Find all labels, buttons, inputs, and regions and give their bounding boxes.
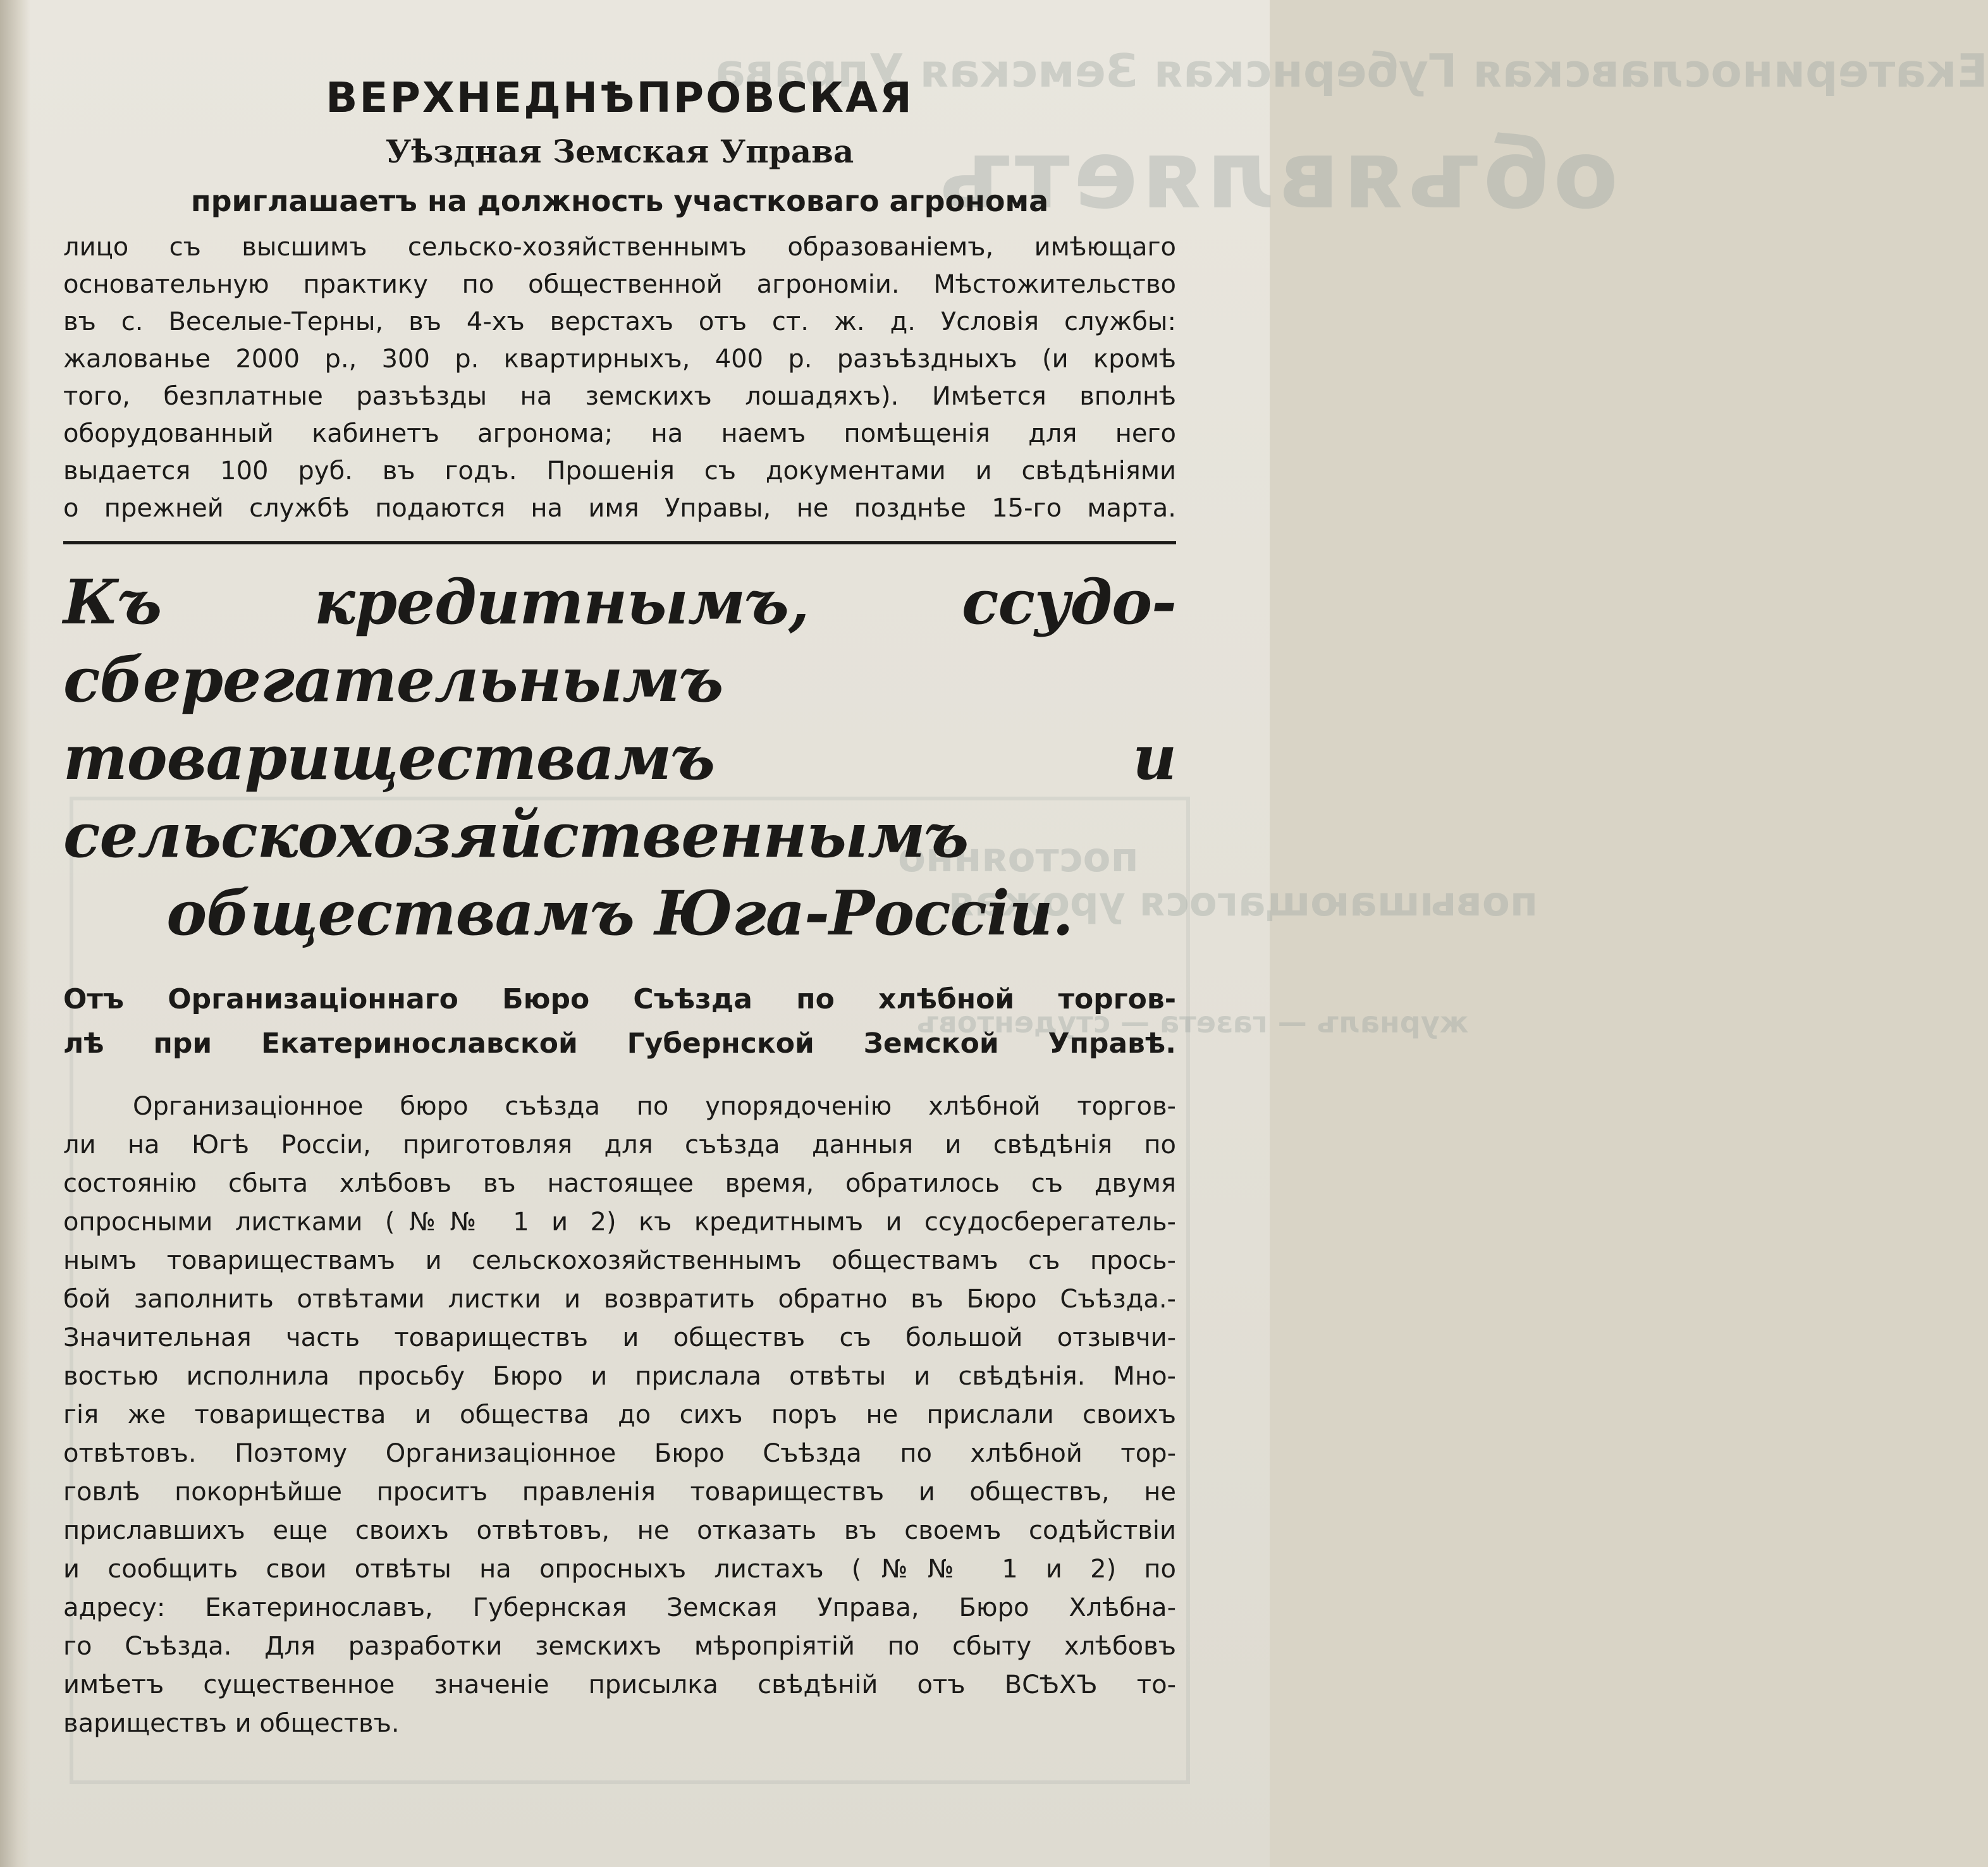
ad-body-line: основательную практику по общественной агрономіи. Мѣстожительство xyxy=(63,270,1176,299)
ad-body-line: жалованье 2000 р., 300 р. квартирныхъ, 400 р. разъѣздныхъ (и кромѣ xyxy=(63,345,1176,374)
notice-from-text: лѣ при Екатеринославской Губернской Земской Управѣ. xyxy=(63,1027,1176,1060)
page-content xyxy=(63,51,1176,1743)
notice-from-line xyxy=(63,977,1176,1066)
notice-body-line: гія же товарищества и общества до сихъ поръ не прислали своихъ xyxy=(63,1400,1176,1429)
notice-heading-line: обществамъ Юга-Россіи. xyxy=(166,878,1073,949)
notice-body-line: и сообщить свои отвѣты на опросныхъ листахъ (№№ 1 и 2) по xyxy=(63,1555,1176,1584)
notice-body-line: востью исполнила просьбу Бюро и прислала отвѣты и свѣдѣнія. Мно- xyxy=(63,1362,1176,1391)
ad-body-line: выдается 100 руб. въ годъ. Прошенія съ документами и свѣдѣніями xyxy=(63,456,1176,486)
notice-body-line: имѣетъ существенное значеніе присылка свѣдѣній отъ ВСѢХЪ то- xyxy=(63,1670,1176,1699)
notice-heading-line: товариществамъ и сельскохозяйственнымъ xyxy=(63,722,1176,871)
ad-subtitle: Уѣздная Земская Управа xyxy=(385,133,854,170)
notice-heading xyxy=(63,563,1176,952)
bleed-through-text: повышающагося урожая xyxy=(948,879,1538,926)
bleed-through-text: Екатеринославская Губернская Земская Управа xyxy=(715,44,1988,97)
notice-body-line: го Съѣзда. Для разработки земскихъ мѣропріятій по сбыту хлѣбовъ xyxy=(63,1632,1176,1661)
ad-body-line: о прежней службѣ подаются на имя Управы, не позднѣе 15-го марта. xyxy=(63,494,1176,523)
notice-body-line: отвѣтовъ. Поэтому Организаціонное Бюро Съѣзда по хлѣбной тор- xyxy=(63,1439,1176,1468)
notice-heading-line: Къ кредитнымъ, ссудо-сберегательнымъ xyxy=(63,566,1176,716)
ad-invite-line: приглашаетъ на должность участковаго агронома xyxy=(190,184,1049,218)
notice-body-line: адресу: Екатеринославъ, Губернская Земская Управа, Бюро Хлѣбна- xyxy=(63,1593,1176,1622)
notice-body-line: ли на Югѣ Россіи, приготовляя для съѣзда данныя и свѣдѣнія по xyxy=(63,1130,1176,1160)
notice-article xyxy=(63,563,1176,1743)
bleed-through-text: объявляетъ xyxy=(936,120,1619,230)
notice-body-line: опросными листками (№№ 1 и 2) къ кредитнымъ и ссудосберегатель- xyxy=(63,1208,1176,1237)
notice-body-line: говлѣ покорнѣйше проситъ правленія товариществъ и обществъ, не xyxy=(63,1478,1176,1507)
ad-body xyxy=(63,229,1176,527)
binding-shadow xyxy=(0,0,30,1867)
bleed-through-text: журналъ — газета — студентовъ xyxy=(917,1005,1469,1039)
notice-body xyxy=(63,1087,1176,1743)
notice-body-line: Организаціонное бюро съѣзда по упорядоченію хлѣбной торгов- xyxy=(133,1092,1176,1121)
ad-body-line: лицо съ высшимъ сельско-хозяйственнымъ образованіемъ, имѣющаго xyxy=(63,233,1176,262)
section-divider xyxy=(63,541,1176,544)
job-advertisement xyxy=(63,70,1176,527)
ad-body-line: оборудованный кабинетъ агронома; на наемъ помѣщенія для него xyxy=(63,419,1176,448)
notice-body-line: бой заполнить отвѣтами листки и возвратить обратно въ Бюро Съѣзда.- xyxy=(63,1285,1176,1314)
notice-body-line: приславшихъ еще своихъ отвѣтовъ, не отказать въ своемъ содѣйствіи xyxy=(63,1516,1176,1545)
ad-body-line: въ с. Веселые-Терны, въ 4-хъ верстахъ отъ ст. ж. д. Условія службы: xyxy=(63,307,1176,336)
notice-body-line: состоянію сбыта хлѣбовъ въ настоящее время, обратилось съ двумя xyxy=(63,1169,1176,1198)
ad-title: ВЕРХНЕДНѢПРОВСКАЯ xyxy=(326,73,914,122)
notice-body-line: нымъ товариществамъ и сельскохозяйственнымъ обществамъ съ прось- xyxy=(63,1246,1176,1275)
notice-body-line: вариществъ и обществъ. xyxy=(63,1709,400,1738)
ad-body-line: того, безплатные разъѣзды на земскихъ лошадяхъ). Имѣется вполнѣ xyxy=(63,382,1176,411)
notice-from-text: Отъ Организаціоннаго Бюро Съѣзда по хлѣбной торгов- xyxy=(63,983,1176,1015)
notice-body-line: Значительная часть товариществъ и обществъ съ большой отзывчи- xyxy=(63,1323,1176,1352)
bleed-through-text: постоянно xyxy=(898,835,1139,881)
